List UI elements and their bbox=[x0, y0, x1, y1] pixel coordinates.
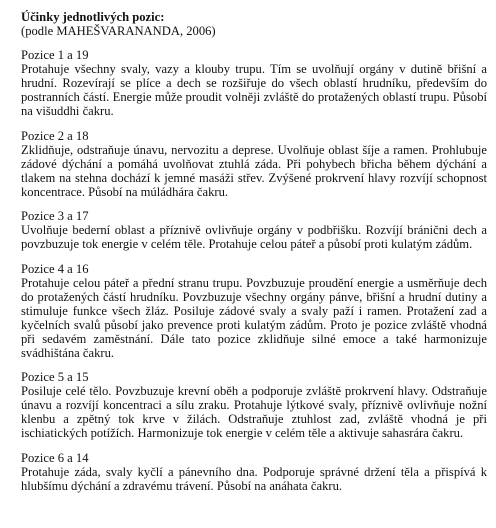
section-pozice-2-18 bbox=[21, 129, 487, 199]
section-heading: Pozice 5 a 15 bbox=[21, 370, 89, 384]
section-pozice-3-17 bbox=[21, 209, 487, 251]
section-pozice-6-14 bbox=[21, 451, 487, 493]
document-source: (podle MAHEŠVARANANDA, 2006) bbox=[21, 24, 216, 38]
section-heading: Pozice 2 a 18 bbox=[21, 128, 89, 143]
section-pozice-4-16 bbox=[21, 262, 487, 360]
section-pozice-1-19 bbox=[21, 48, 487, 118]
section-text: Zklidňuje, odstraňuje únavu, nervozitu a deprese. Uvolňuje oblast šíje a ramen. Prohlubuje zádové dýchání a pomáhá uvolňovat ztuhlá záda. Při pohybech břicha během dýchání a tlakem na stehna dochází k jemné masáži střev. Zvýšené prokrvení hlavy rozvíjí schopnost koncentrace. Působí na múládhára čakru. bbox=[21, 142, 487, 199]
section-heading: Pozice 1 a 19 bbox=[21, 48, 89, 62]
section-pozice-5-15 bbox=[21, 370, 487, 440]
document-page bbox=[21, 10, 487, 503]
section-text: Protahuje záda, svaly kyčlí a pánevního dna. Podporuje správné držení těla a přispívá k hlubšímu dýchání a zdravému trávení. Působí na anáhata čakru. bbox=[21, 464, 487, 493]
document-title: Účinky jednotlivých pozic: bbox=[21, 10, 165, 24]
section-text: Posiluje celé tělo. Povzbuzuje krevní oběh a podporuje zvláště prokrvení hlavy. Odstraňuje únavu a rozvíjí koncentraci a sílu zraku. Protahuje lýtkové svaly, příznivě ovlivňuje nožní klenbu a zpětný tok krve v žilách. Odstraňuje ztuhlost zad, zvláště vhodná je při ischiatických potížích. Harmonizuje tok energie v celém těle a aktivuje sahasrára čakru. bbox=[21, 384, 487, 440]
section-heading: Pozice 4 a 16 bbox=[21, 261, 89, 276]
section-text: Protahuje všechny svaly, vazy a klouby trupu. Tím se uvolňují orgány v dutině břišní a hrudní. Rozevírají se plíce a dech se rozšiřuje do všech oblastí hrudníku, především do postranních částí. Energie může proudit volněji zvláště do protažených oblastí trupu. Působí na višuddhi čakru. bbox=[21, 62, 487, 118]
section-text: Protahuje celou páteř a přední stranu trupu. Povzbuzuje proudění energie a usměrňuje dech do protažených částí hrudníku. Povzbuzuje všechny orgány pánve, břišní a hrudní dutiny a stimuluje funkce všech žláz. Posiluje zádové svaly a svaly paží i ramen. Protažení zad a kyčelních svalů působí jako prevence proti kulatým zádům. Proto je pozice zvláště vhodná při sedavém zaměstnání. Dále tato pozice zklidňuje silné emoce a také harmonizuje svádhištána čakru. bbox=[21, 275, 487, 360]
section-text: Uvolňuje bederní oblast a příznivě ovlivňuje orgány v podbřišku. Rozvíjí bránični dech a povzbuzuje tok energie v celém těle. Protahuje celou páteř a působí proti kulatým zádům. bbox=[21, 223, 487, 251]
section-heading: Pozice 6 a 14 bbox=[21, 450, 89, 465]
section-heading: Pozice 3 a 17 bbox=[21, 209, 89, 223]
